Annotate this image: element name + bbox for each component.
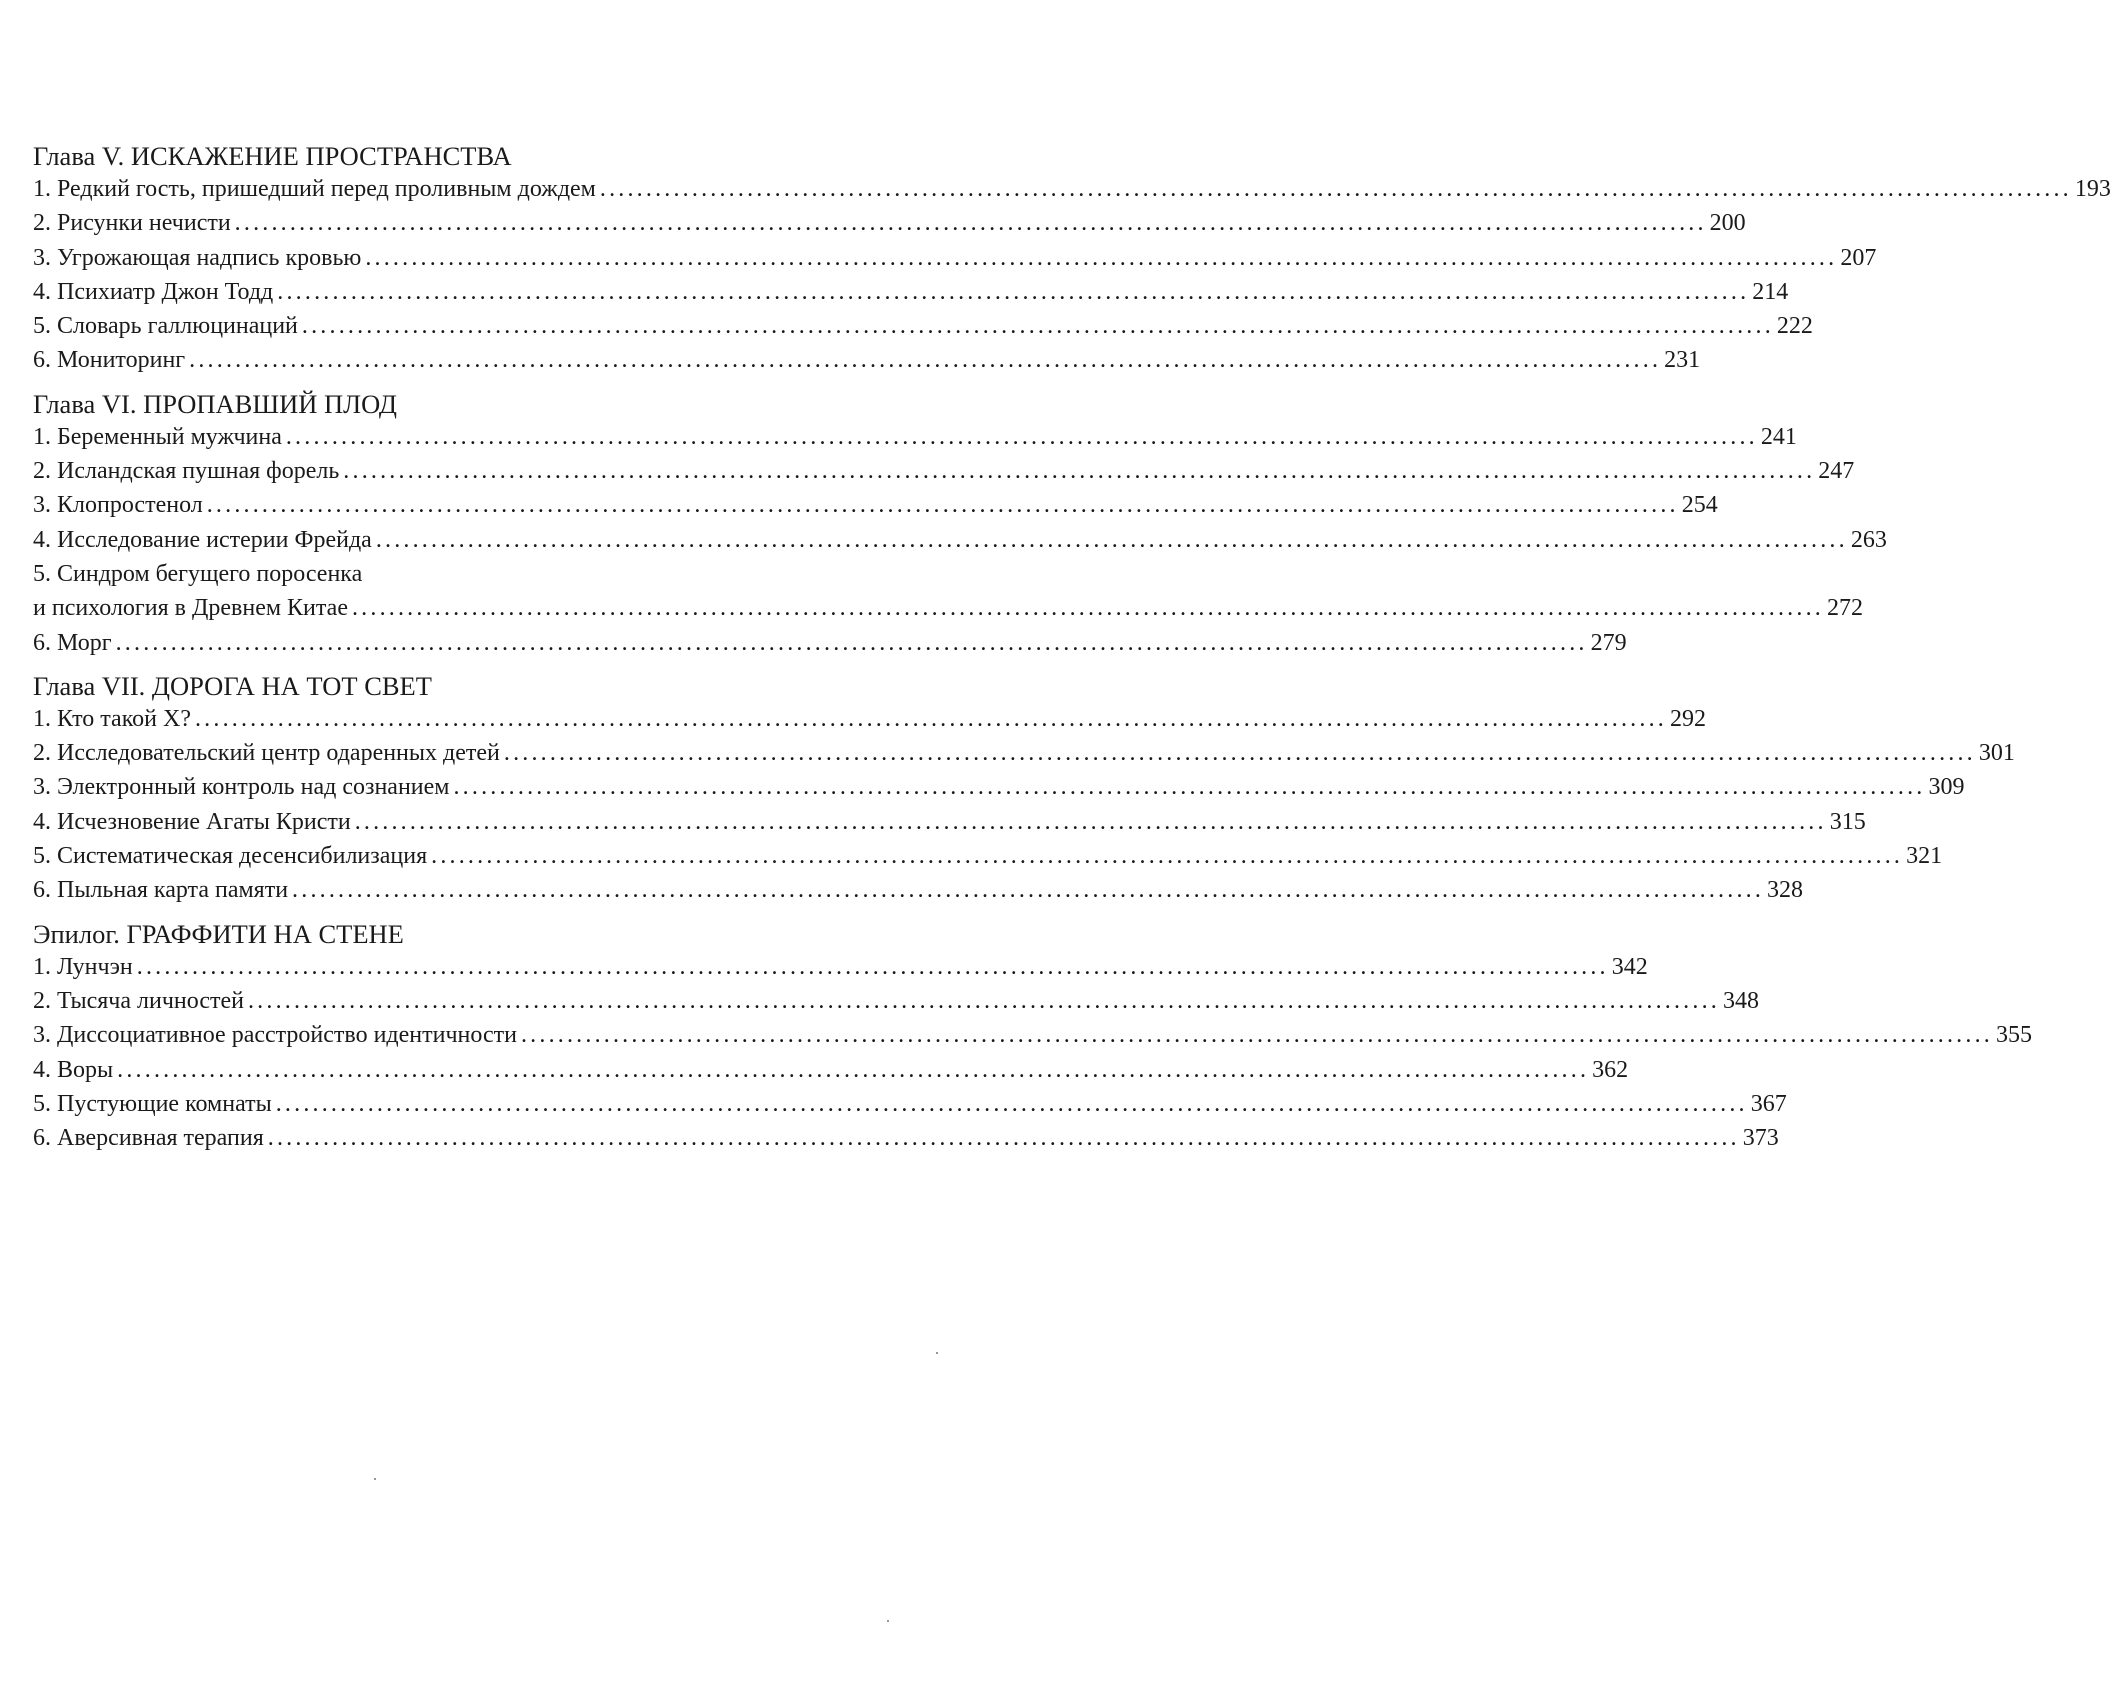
toc-entry[interactable] bbox=[33, 702, 1706, 736]
toc-entry[interactable] bbox=[33, 984, 1759, 1018]
page-number: 342 bbox=[1611, 953, 1648, 980]
entry-title: 5. Систематическая десенсибилизация bbox=[33, 843, 428, 870]
dot-leader: ................................................................................................................................................................ bbox=[292, 877, 1765, 904]
page-number: 200 bbox=[1709, 210, 1746, 237]
toc-entry[interactable] bbox=[33, 839, 1943, 873]
entry-title: 6. Мониторинг bbox=[33, 347, 186, 374]
dot-leader: ................................................................................................................................................................ bbox=[599, 176, 2072, 202]
entry-title: 1. Лунчэн bbox=[33, 953, 133, 980]
entry-title: 5. Пустующие комнаты bbox=[33, 1090, 272, 1117]
toc-entry[interactable] bbox=[33, 206, 1746, 240]
toc-section-chapter-6 bbox=[33, 388, 1887, 660]
section-heading: Глава V. ИСКАЖЕНИЕ ПРОСТРАНСТВА bbox=[33, 141, 512, 171]
section-heading: Глава VII. ДОРОГА НА ТОТ СВЕТ bbox=[33, 670, 432, 701]
dot-leader: ................................................................................................................................................................ bbox=[285, 423, 1758, 450]
entry-title: 4. Воры bbox=[33, 1056, 114, 1083]
page-number: 315 bbox=[1829, 808, 1866, 835]
dot-leader: ................................................................................................................................................................ bbox=[267, 1125, 1740, 1152]
entry-title: 4. Исследование истерии Фрейда bbox=[33, 526, 372, 553]
toc-entry[interactable] bbox=[33, 770, 1965, 804]
toc-entry[interactable] bbox=[33, 805, 1866, 839]
page-number: 241 bbox=[1760, 423, 1797, 450]
dot-leader: ................................................................................................................................................................ bbox=[234, 210, 1707, 237]
entry-title: 2. Исследовательский центр одаренных детей bbox=[33, 740, 500, 767]
toc-entry[interactable] bbox=[33, 950, 1648, 984]
dot-leader: ................................................................................................................................................................ bbox=[453, 774, 1926, 801]
entry-title: 3. Клопростенол bbox=[33, 492, 203, 519]
page-number: 222 bbox=[1776, 313, 1813, 340]
dot-leader: ................................................................................................................................................................ bbox=[189, 347, 1662, 374]
entry-title: и психология в Древнем Китае bbox=[33, 595, 348, 622]
entry-title: 1. Беременный мужчина bbox=[33, 423, 282, 450]
page-number: 193 bbox=[2074, 176, 2111, 202]
table-of-contents bbox=[33, 140, 2111, 1165]
toc-entry[interactable] bbox=[33, 343, 1701, 377]
toc-entry[interactable] bbox=[33, 626, 1627, 660]
toc-entry[interactable] bbox=[33, 1053, 1629, 1087]
toc-entry[interactable] bbox=[33, 1018, 2032, 1052]
entry-title: 4. Исчезновение Агаты Кристи bbox=[33, 808, 351, 835]
dot-leader: ................................................................................................................................................................ bbox=[431, 843, 1904, 870]
page-number: 279 bbox=[1590, 629, 1627, 656]
dot-leader: ................................................................................................................................................................ bbox=[520, 1022, 1993, 1049]
entry-title: 1. Кто такой X? bbox=[33, 705, 191, 732]
page-number: 292 bbox=[1669, 705, 1706, 732]
entry-title: 6. Аверсивная терапия bbox=[33, 1125, 264, 1152]
toc-section-epilogue bbox=[33, 918, 2032, 1156]
page-number: 309 bbox=[1928, 774, 1965, 801]
entry-title: 3. Диссоциативное расстройство идентичности bbox=[33, 1022, 517, 1049]
page-number: 263 bbox=[1850, 526, 1887, 553]
entry-title: 2. Тысяча личностей bbox=[33, 987, 244, 1014]
entry-title: 5. Словарь галлюцинаций bbox=[33, 313, 298, 340]
dot-leader: ................................................................................................................................................................ bbox=[301, 313, 1774, 340]
page-number: 247 bbox=[1818, 458, 1855, 485]
page-number: 348 bbox=[1722, 987, 1759, 1014]
toc-entry[interactable] bbox=[33, 420, 1797, 454]
toc-entry[interactable] bbox=[33, 591, 1863, 625]
toc-entry[interactable] bbox=[33, 241, 1877, 275]
section-heading: Глава VI. ПРОПАВШИЙ ПЛОД bbox=[33, 388, 397, 419]
toc-entry[interactable] bbox=[33, 309, 1813, 343]
page-number: 207 bbox=[1840, 244, 1877, 271]
dot-leader: ................................................................................................................................................................ bbox=[194, 705, 1667, 732]
entry-title: 3. Электронный контроль над сознанием bbox=[33, 774, 450, 801]
toc-section-chapter-7 bbox=[33, 670, 2015, 908]
toc-entry[interactable] bbox=[33, 454, 1855, 488]
toc-entry[interactable] bbox=[33, 873, 1804, 907]
entry-title: 2. Рисунки нечисти bbox=[33, 210, 231, 237]
dot-leader: ................................................................................................................................................................ bbox=[503, 740, 1976, 767]
entry-title: 6. Пыльная карта памяти bbox=[33, 877, 289, 904]
page-number: 367 bbox=[1750, 1090, 1787, 1117]
dot-leader: ................................................................................................................................................................ bbox=[277, 278, 1750, 305]
dot-leader: ................................................................................................................................................................ bbox=[136, 953, 1609, 980]
entry-title: 4. Психиатр Джон Тодд bbox=[33, 278, 274, 305]
dot-leader: ................................................................................................................................................................ bbox=[365, 244, 1838, 271]
entry-title: 1. Редкий гость, пришедший перед проливным дождем bbox=[33, 176, 596, 202]
page-number: 254 bbox=[1681, 492, 1718, 519]
page-number: 373 bbox=[1742, 1125, 1779, 1152]
toc-entry[interactable] bbox=[33, 1121, 1779, 1155]
toc-entry[interactable] bbox=[33, 172, 2111, 206]
dot-leader: ................................................................................................................................................................ bbox=[375, 526, 1848, 553]
dot-leader: ................................................................................................................................................................ bbox=[354, 808, 1827, 835]
section-heading: Эпилог. ГРАФФИТИ НА СТЕНЕ bbox=[33, 918, 404, 949]
dot-leader: ................................................................................................................................................................ bbox=[351, 595, 1824, 622]
scan-speck bbox=[374, 1478, 376, 1480]
dot-leader: ................................................................................................................................................................ bbox=[117, 1056, 1590, 1083]
scan-speck bbox=[936, 1352, 938, 1354]
dot-leader: ................................................................................................................................................................ bbox=[247, 987, 1720, 1014]
toc-section-chapter-5 bbox=[33, 140, 2111, 378]
page-number: 321 bbox=[1906, 843, 1943, 870]
page-number: 301 bbox=[1978, 740, 2015, 767]
page-number: 272 bbox=[1826, 595, 1863, 622]
page-number: 355 bbox=[1995, 1022, 2032, 1049]
entry-title: 2. Исландская пушная форель bbox=[33, 458, 340, 485]
page-number: 214 bbox=[1752, 278, 1789, 305]
toc-entry[interactable] bbox=[33, 523, 1887, 557]
dot-leader: ................................................................................................................................................................ bbox=[206, 492, 1679, 519]
page-number: 362 bbox=[1592, 1056, 1629, 1083]
toc-entry[interactable] bbox=[33, 488, 1718, 522]
toc-entry[interactable] bbox=[33, 1087, 1787, 1121]
dot-leader: ................................................................................................................................................................ bbox=[343, 458, 1816, 485]
page-number: 328 bbox=[1767, 877, 1804, 904]
entry-title: 6. Морг bbox=[33, 629, 112, 656]
dot-leader: ................................................................................................................................................................ bbox=[275, 1090, 1748, 1117]
page-number: 231 bbox=[1664, 347, 1701, 374]
entry-title-first-line[interactable]: 5. Синдром бегущего поросенка bbox=[33, 560, 363, 587]
dot-leader: ................................................................................................................................................................ bbox=[115, 629, 1588, 656]
entry-title: 3. Угрожающая надпись кровью bbox=[33, 244, 362, 271]
scan-speck bbox=[887, 1620, 889, 1622]
toc-entry[interactable] bbox=[33, 736, 2015, 770]
toc-entry[interactable] bbox=[33, 275, 1789, 309]
